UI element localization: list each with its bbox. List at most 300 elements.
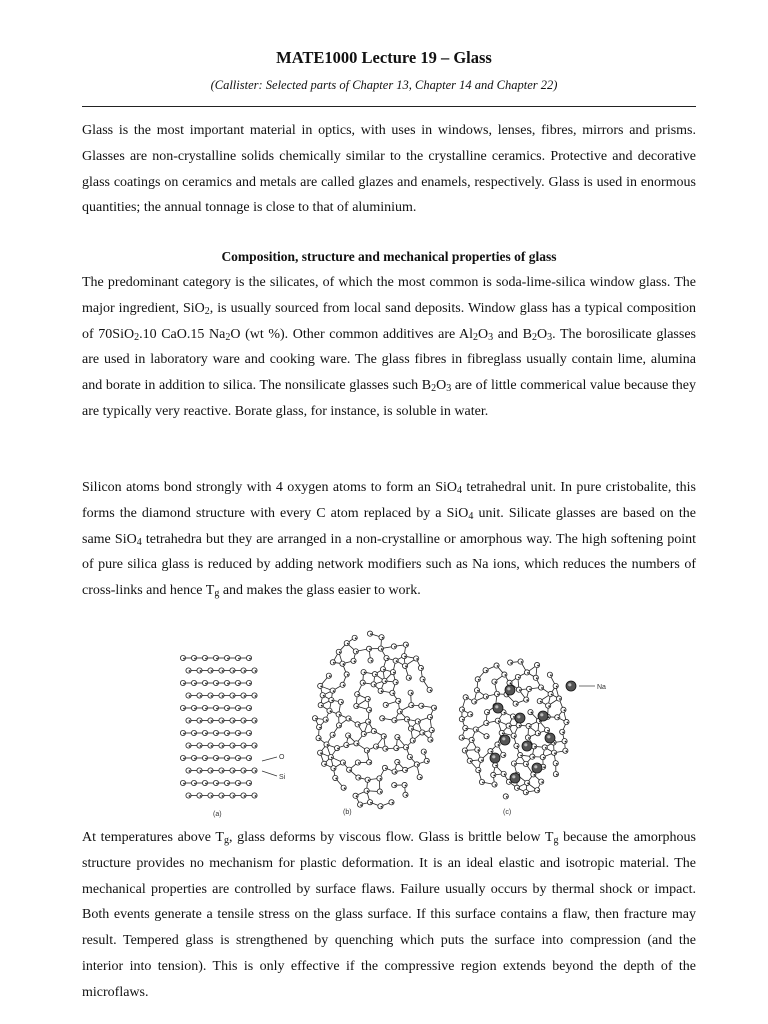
oxygen-atom [535,788,540,793]
silicon-atom [382,718,384,720]
silicon-atom [333,734,335,736]
oxygen-atom [346,716,351,721]
silicon-atom [194,733,196,735]
silicon-atom [333,690,335,692]
oxygen-atom [361,731,366,736]
silicon-atom [406,794,408,796]
oxygen-atom [344,742,349,747]
silicon-atom [334,768,336,770]
oxygen-atom [410,738,415,743]
silicon-atom [376,746,378,748]
silicon-atom [493,774,495,776]
silicon-atom [470,714,472,716]
silicon-atom [321,705,323,707]
silicon-atom [529,689,531,691]
silicon-atom [331,757,333,759]
oxygen-label: O [279,754,285,761]
oxygen-atom [392,718,397,723]
figure-label-a: (a) [213,811,222,818]
silicon-atom [385,748,387,750]
composition-paragraph: The predominant category is the silicates, of which the most common is soda-lime-silica window glass. The major ingredient, SiO$_2$, is usually sourced from local sand deposits. Window glass has a typical composition of 70SiO$_2$.10 CaO.15 $Na_2O$ (wt %). Other common additives are $Al_2O_3$ and $B_2O_3$. The borosilicate glasses are used in laboratory ware and cooking ware. The glass fibres in fibreglass usually contain lime, alumina and borate in addition to silica. The nonsilicate glasses such $B_2O_3$ are of little commerical value because they are typically very reactive. Borate glass, for instance, is soluble in water. [82,275,697,419]
oxygen-atom [366,719,371,724]
silicon-atom [249,683,251,685]
silicon-atom [347,674,349,676]
silicon-atom [183,783,185,785]
silicon-atom [534,746,536,748]
oxygen-atom [391,644,396,649]
mechanical-paragraph: At temperatures above $T_g$, glass deforms by viscous flow. Glass is brittle below $T_g$ because the amorphous structure provides no mechanism for plastic deformation. It is an ideal elastic and isotropic material. The mechanical properties are controlled by surface flaws. Failure usually occurs by thermal shock or impact. Both events generate a tensile stress on the glass surface. If this surface contains a flaw, then fracture may result. Tempered glass is strengthened by quenching which puts the surface into compression (and the interior into tension). This is only effective if the compressive region extends beyond the depth of the microflaws. [82,830,697,1000]
silicon-atom [410,756,412,758]
silicon-atom [416,658,418,660]
sodium-ion-highlight [507,687,510,690]
oxygen-atom [478,757,483,762]
section-heading: Composition, structure and mechanical properties of glass [221,249,557,264]
oxygen-atom [346,733,351,738]
silicon-atom [355,637,357,639]
silicon-atom [222,770,224,772]
oxygen-atom [551,750,556,755]
silicon-atom [211,720,213,722]
silicon-atom [394,646,396,648]
oxygen-atom [186,718,191,723]
oxygen-atom [213,755,218,760]
oxygen-atom [355,760,360,765]
sodium-ion [490,753,500,763]
oxygen-atom [511,733,516,738]
oxygen-atom [491,772,496,777]
silicon-atom [375,674,377,676]
oxygen-atom [208,668,213,673]
oxygen-atom [502,672,507,677]
oxygen-atom [323,717,328,722]
silicon-atom [244,770,246,772]
oxygen-atom [191,705,196,710]
silicon-atom [462,737,464,739]
oxygen-atom [197,793,202,798]
oxygen-atom [252,768,257,773]
header-divider [82,106,696,107]
silicon-atom [233,770,235,772]
oxygen-atom [501,752,506,757]
silicon-atom [548,705,550,707]
oxygen-atom [523,761,528,766]
oxygen-atom [336,712,341,717]
silicon-atom [554,742,556,744]
oxygen-atom [389,800,394,805]
oxygen-atom [365,696,370,701]
silicon-label: Si [279,774,286,781]
silicon-atom [249,783,251,785]
silicon-atom [395,771,397,773]
oxygen-atom [427,714,432,719]
oxygen-atom [191,655,196,660]
oxygen-atom [246,680,251,685]
oxygen-atom [378,804,383,809]
oxygen-atom [431,705,436,710]
silicon-atom [200,670,202,672]
oxygen-atom [530,754,535,759]
silicon-atom [477,749,479,751]
oxygen-atom [494,691,499,696]
silicon-atom [343,684,345,686]
oxygen-atom [202,730,207,735]
silicon-atom [478,679,480,681]
oxygen-atom [358,802,363,807]
oxygen-atom [528,709,533,714]
silicon-atom [510,682,512,684]
oxygen-atom [402,663,407,668]
oxygen-atom [344,672,349,677]
silicon-atom [189,720,191,722]
oxygen-atom [252,793,257,798]
silicon-atom [547,730,549,732]
oxygen-atom [396,698,401,703]
silicon-atom [411,728,413,730]
silicon-atom [421,668,423,670]
oxygen-atom [366,707,371,712]
oxygen-atom [366,646,371,651]
silicon-atom [194,783,196,785]
oxygen-atom [235,655,240,660]
oxygen-atom [197,743,202,748]
silicon-atom [432,730,434,732]
oxygen-atom [495,718,500,723]
oxygen-atom [548,691,553,696]
oxygen-atom [180,655,185,660]
silicon-atom [360,804,362,806]
silicon-atom [430,689,432,691]
silicon-atom [233,695,235,697]
oxygen-atom [202,655,207,660]
oxygen-atom [418,665,423,670]
oxygen-atom [367,800,372,805]
silicon-atom [364,672,366,674]
silicon-atom [357,694,359,696]
oxygen-atom [403,642,408,647]
silicon-atom [567,722,569,724]
silicon-atom [481,759,483,761]
silicon-atom [327,744,329,746]
oxygen-atom [333,775,338,780]
sodium-ion [532,763,542,773]
oxygen-atom [513,701,518,706]
oxygen-atom [224,755,229,760]
oxygen-atom [553,761,558,766]
silicon-atom [526,792,528,794]
silicon-atom [189,745,191,747]
sodium-ion-highlight [517,715,520,718]
oxygen-atom [525,780,530,785]
sodium-ion-highlight [512,775,515,778]
silicon-atom [331,700,333,702]
silicon-atom [238,683,240,685]
silicon-atom [222,720,224,722]
silicon-atom [519,689,521,691]
oxygen-atom [518,752,523,757]
oxygen-atom [419,703,424,708]
silicon-atom [364,734,366,736]
silicon-atom [506,796,508,798]
silicon-atom [194,683,196,685]
oxygen-atom [383,746,388,751]
oxygen-atom [235,780,240,785]
oxygen-atom [191,730,196,735]
silicon-atom [557,717,559,719]
silicon-atom [368,721,370,723]
silicon-atom [244,720,246,722]
silicon-atom [559,698,561,700]
oxygen-atom [252,743,257,748]
oxygen-atom [326,673,331,678]
oxygen-atom [230,743,235,748]
silicon-atom [255,745,257,747]
oxygen-atom [378,688,383,693]
oxygen-atom [404,717,409,722]
silicon-atom [424,751,426,753]
silicon-atom [411,692,413,694]
oxygen-atom [562,739,567,744]
oxygen-atom [340,760,345,765]
oxygen-atom [252,693,257,698]
oxygen-atom [224,780,229,785]
silicon-atom [222,695,224,697]
silicon-atom [381,806,383,808]
silicon-atom [354,660,356,662]
silicon-atom [200,695,202,697]
oxygen-atom [516,687,521,692]
oxygen-atom [494,663,499,668]
silicon-atom [357,743,359,745]
silicon-atom [227,708,229,710]
silicon-atom [205,708,207,710]
silicon-atom [519,725,521,727]
silicon-atom [255,720,257,722]
silicon-atom [341,701,343,703]
oxygen-atom [322,761,327,766]
oxygen-atom [402,767,407,772]
silicon-atom [205,658,207,660]
silicon-atom [482,782,484,784]
silicon-atom [211,670,213,672]
sodium-ion [500,735,510,745]
oxygen-atom [392,769,397,774]
silicon-atom [329,675,331,677]
oxygen-atom [397,709,402,714]
oxygen-atom [390,690,395,695]
silicon-atom [487,712,489,714]
oxygen-atom [197,768,202,773]
oxygen-atom [420,730,425,735]
oxygen-atom [372,672,377,677]
silicon-atom [249,758,251,760]
silicon-atom [529,726,531,728]
silicon-atom [337,748,339,750]
silicon-atom [238,708,240,710]
oxygen-atom [542,745,547,750]
silicon-atom [227,658,229,660]
silicon-atom [383,669,385,671]
oxygen-atom [474,688,479,693]
silicon-atom [537,790,539,792]
oxygen-atom [468,712,473,717]
silicon-atom [504,712,506,714]
oxygen-atom [392,783,397,788]
oxygen-atom [417,775,422,780]
oxygen-atom [367,760,372,765]
silicon-atom [211,695,213,697]
oxygen-atom [224,705,229,710]
oxygen-atom [246,780,251,785]
oxygen-atom [208,693,213,698]
silicon-atom [497,665,499,667]
oxygen-atom [324,742,329,747]
silicon-atom [315,718,317,720]
sodium-ion-highlight [502,737,505,740]
oxygen-atom [191,755,196,760]
silicon-atom [238,783,240,785]
oxygen-atom [463,725,468,730]
oxygen-atom [514,785,519,790]
network-bonds [183,658,255,796]
oxygen-atom [180,680,185,685]
silicon-atom [466,697,468,699]
oxygen-atom [336,723,341,728]
silicon-atom [183,658,185,660]
silicon-atom [406,644,408,646]
silicon-atom [227,758,229,760]
oxygen-atom [219,743,224,748]
oxygen-atom [241,768,246,773]
silicon-atom [370,633,372,635]
oxygen-atom [488,749,493,754]
silicon-atom [330,710,332,712]
oxygen-atom [469,737,474,742]
oxygen-atom [367,631,372,636]
silicon-atom [367,790,369,792]
silicon-atom [244,695,246,697]
oxygen-atom [180,780,185,785]
oxygen-atom [459,717,464,722]
silicon-atom [477,690,479,692]
oxygen-atom [406,675,411,680]
oxygen-atom [424,758,429,763]
silicon-atom [319,738,321,740]
silicon-atom [514,735,516,737]
silicon-atom [509,725,511,727]
silicon-atom [183,758,185,760]
silicon-atom [556,686,558,688]
silicon-atom [205,783,207,785]
oxygen-atom [354,741,359,746]
oxygen-atom [483,694,488,699]
silicon-atom [498,744,500,746]
oxygen-atom [561,707,566,712]
oxygen-atom [351,658,356,663]
silicon-atom [517,787,519,789]
oxygen-atom [535,731,540,736]
oxygen-atom [191,780,196,785]
silicon-atom [405,770,407,772]
silicon-atom [200,720,202,722]
silicon-atom [222,670,224,672]
silicon-atom [564,709,566,711]
oxygen-atom [506,723,511,728]
oxygen-atom [538,685,543,690]
oxygen-atom [382,678,387,683]
oxygen-atom [197,693,202,698]
oxygen-atom [213,780,218,785]
oxygen-atom [344,641,349,646]
sodium-label: Na [597,684,606,691]
silicon-atom [216,658,218,660]
silicon-atom [421,705,423,707]
oxygen-atom [492,679,497,684]
oxygen-atom [415,719,420,724]
silicon-atom [405,785,407,787]
oxygen-atom [197,718,202,723]
oxygen-atom [336,649,341,654]
oxygen-atom [328,754,333,759]
oxygen-atom [355,722,360,727]
oxygen-atom [384,655,389,660]
silicon-atom [205,733,207,735]
oxygen-atom [213,680,218,685]
oxygen-atom [472,699,477,704]
silicon-atom [367,750,369,752]
silicon-atom [541,687,543,689]
oxygen-atom [330,688,335,693]
silicon-atom [216,708,218,710]
silicon-atom [356,651,358,653]
silicon-atom [554,752,556,754]
silicon-atom [348,735,350,737]
oxygen-atom [380,716,385,721]
oxygen-atom [518,659,523,664]
silicon-atom [472,739,474,741]
oxygen-atom [546,703,551,708]
oxygen-atom [320,693,325,698]
oxygen-atom [361,669,366,674]
oxygen-atom [484,720,489,725]
oxygen-atom [252,668,257,673]
silicon-atom [396,748,398,750]
silicon-atom [363,682,365,684]
silicon-atom [514,763,516,765]
oxygen-atom [377,789,382,794]
oxygen-atom [368,658,373,663]
silicon-atom [323,695,325,697]
oxygen-atom [427,687,432,692]
oxygen-atom [408,690,413,695]
oxygen-atom [407,754,412,759]
oxygen-atom [202,755,207,760]
oxygen-atom [352,635,357,640]
silicon-atom [227,733,229,735]
silicon-atom [358,724,360,726]
oxygen-atom [414,656,419,661]
silicon-atom [233,720,235,722]
oxygen-atom [364,788,369,793]
silicon-atom [189,695,191,697]
oxygen-atom [382,765,387,770]
silicon-atom [521,661,523,663]
oxygen-atom [429,728,434,733]
silicon-atom [356,795,358,797]
silicon-atom [392,802,394,804]
silicon-atom [497,693,499,695]
silicon-atom [370,802,372,804]
silicon-atom [382,637,384,639]
